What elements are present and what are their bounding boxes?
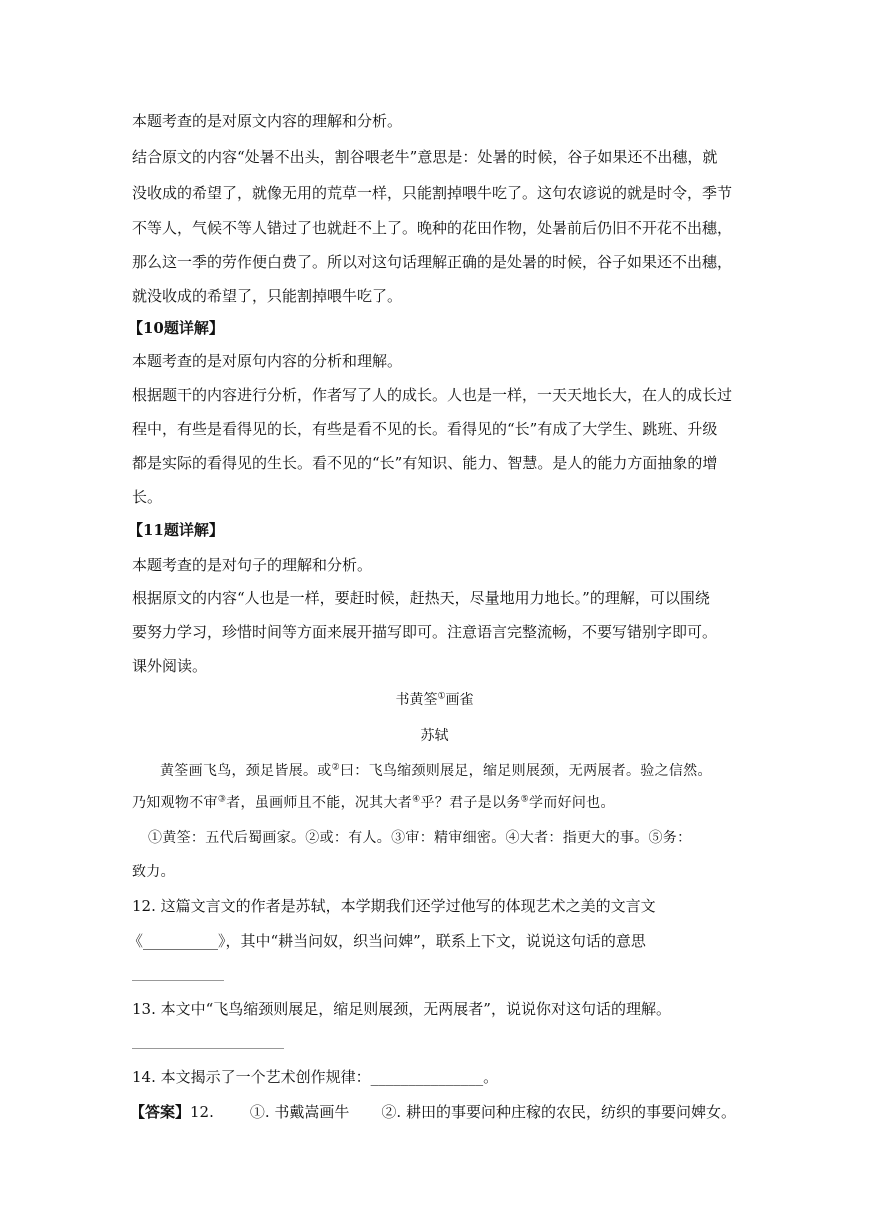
- q11-heading: 【11题详解】: [128, 521, 224, 539]
- q11-line-2: 根据原文的内容“人也是一样，要赶时候，赶热天，尽量地用力地长。”的理解，可以围绕: [132, 589, 710, 607]
- answer-line: [130, 1102, 736, 1122]
- q10-line-5: 长。: [132, 488, 163, 506]
- answer-label: 【答案】: [130, 1103, 191, 1121]
- q9-line-1: 本题考查的是对原文内容的理解和分析。: [132, 112, 403, 130]
- passage-para-line-1: 黄筌画飞鸟，颈足皆展。或②曰：飞鸟缩颈则展足，缩足则展颈，无两展者。验之信然。: [160, 762, 712, 779]
- q9-line-3: 没收成的希望了，就像无用的荒草一样，只能割掉喂牛吃了。这句农谚说的就是时令，季节: [132, 184, 733, 202]
- answer-blank-13: [132, 1048, 284, 1049]
- passage-notes-line-1: ①黄筌：五代后蜀画家。②或：有人。③审：精审细密。④大者：指更大的事。⑤务：: [148, 830, 692, 846]
- q9-line-5: 那么这一季的劳作便白费了。所以对这句话理解正确的是处暑的时候，谷子如果还不出穗，: [132, 253, 733, 271]
- q9-line-4: 不等人，气候不等人错过了也就赶不上了。晚种的花田作物，处暑前后仍旧不开花不出穗，: [132, 219, 733, 237]
- q10-heading: 【10题详解】: [128, 319, 224, 337]
- q9-line-2: 结合原文的内容“处暑不出头，割谷喂老牛”意思是：处暑的时候，谷子如果还不出穗，就: [132, 148, 718, 166]
- passage-author: 苏轼: [420, 728, 449, 744]
- q9-line-6: 就没收成的希望了，只能割掉喂牛吃了。: [132, 287, 403, 305]
- question-13: 13. 本文中“飞鸟缩颈则展足，缩足则展颈，无两展者”，说说你对这句话的理解。: [132, 1000, 671, 1018]
- question-12-line-1: 12. 这篇文言文的作者是苏轼，本学期我们还学过他写的体现艺术之美的文言文: [132, 897, 656, 915]
- question-14: 14. 本文揭示了一个艺术创作规律：_______________。: [132, 1068, 499, 1086]
- q10-line-2: 根据题干的内容进行分析，作者写了人的成长。人也是一样，一天天地长大，在人的成长过: [132, 386, 733, 404]
- reading-intro: 课外阅读。: [132, 657, 208, 675]
- q10-line-1: 本题考查的是对原句内容的分析和理解。: [132, 352, 403, 370]
- q11-line-3: 要努力学习，珍惜时间等方面来展开描写即可。注意语言完整流畅，不要写错别字即可。: [132, 623, 718, 641]
- answer-12-2: ②. 耕田的事要问种庄稼的农民，纺织的事要问婢女。: [381, 1103, 736, 1121]
- passage-para-line-2: 乃知观物不审③者，虽画师且不能，况其大者④乎？君子是以务⑤学而好问也。: [132, 794, 615, 811]
- answer-blank-12: [132, 980, 224, 981]
- q10-line-4: 都是实际的看得见的生长。看不见的“长”有知识、能力、智慧。是人的能力方面抽象的增: [132, 454, 718, 472]
- q10-line-3: 程中，有些是看得见的长，有些是看不见的长。看得见的“长”有成了大学生、跳班、升级: [132, 420, 718, 438]
- answer-number: 12.: [190, 1103, 214, 1121]
- q11-line-1: 本题考查的是对句子的理解和分析。: [132, 556, 373, 574]
- answer-12-1: ①. 书戴嵩画牛: [249, 1103, 350, 1121]
- passage-title: 书黄筌①画雀: [395, 691, 474, 708]
- question-12-line-2: 《__________》，其中“耕当问奴，织当问婢”，联系上下文，说说这句话的意思: [128, 932, 646, 950]
- passage-notes-line-2: 致力。: [132, 864, 175, 880]
